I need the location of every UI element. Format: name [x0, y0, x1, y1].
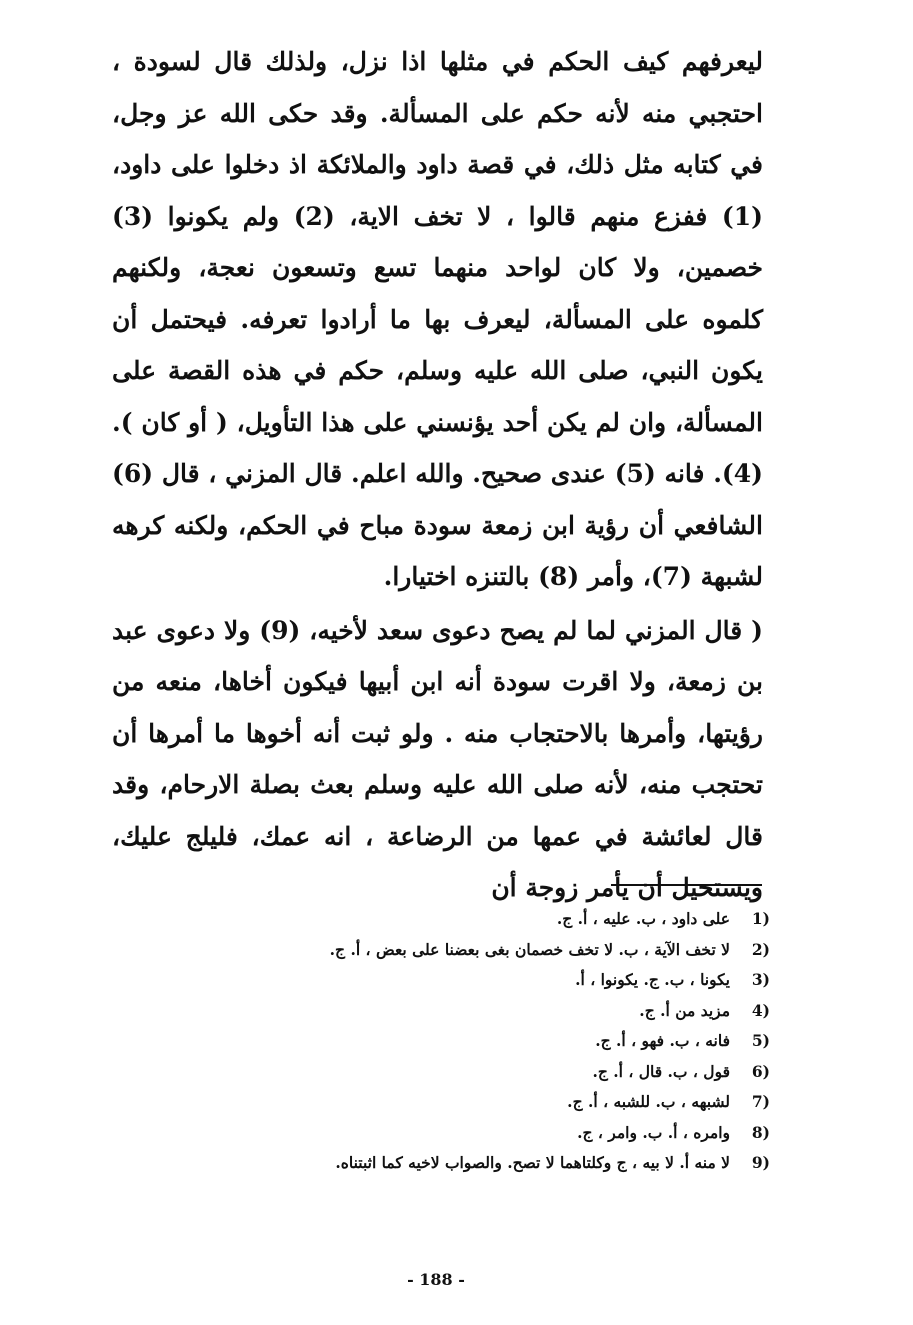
footnote [230, 904, 770, 935]
footnotes [230, 904, 770, 1179]
footnote-text: وامره ، أ. ب. وامر ، ج. [577, 1122, 730, 1142]
footnote [230, 1087, 770, 1118]
footnote [230, 965, 770, 996]
footnote-text: مزيد من أ. ج. [639, 1000, 730, 1020]
footnote-number: 6) [751, 1061, 770, 1081]
footnote-text: فانه ، ب. فهو ، أ. ج. [595, 1031, 730, 1050]
footnote-text: لشبهه ، ب. للشبه ، أ. ج. [567, 1092, 730, 1111]
footnote-number: 1) [751, 909, 770, 928]
footnote [230, 996, 770, 1027]
footnote [230, 1148, 770, 1179]
footnote-text: يكونا ، ب. ج. يكونوا ، أ. [575, 970, 730, 989]
footnote-separator [611, 884, 762, 886]
footnote [230, 1026, 770, 1057]
footnote [230, 1118, 770, 1149]
footnote-number: 5) [751, 1031, 770, 1050]
paragraph: ليعرفهم كيف الحكم في مثلها اذا نزل، ولذلك قال لسودة ، احتجبي منه لأنه حكم على المسألة. وقد حكى الله عز وجل، في كتابه مثل ذلك، في قصة داود والملائكة اذ دخلوا على داود، (1) ففزع منهم قالوا ، لا تخف الاية، (2) ولم يكونوا (3) خصمين، ولا كان لواحد منهما تسع وتسعون نعجة، ولكنهم كلموه على المسألة، ليعرف بها ما أرادوا تعرفه. فيحتمل أن يكون النبي، صلى الله عليه وسلم، حكم في هذه القصة على المسألة، وان لم يكن أحد يؤنسني على هذا التأويل، ( أو كان ). (4). فانه (5) عندى صحيح. والله اعلم. قال المزني ، قال (6) الشافعي أن رؤية ابن زمعة سودة مباح في الحكم، ولكنه كرهه لشبهة (7)، وأمر (8) بالتنزه اختيارا. [112, 47, 764, 591]
footnote-text: قول ، ب. قال ، أ. ج. [592, 1061, 730, 1081]
footnote-number: 7) [751, 1092, 770, 1111]
footnote [230, 1057, 770, 1088]
footnote-number: 3) [751, 970, 770, 989]
footnote [230, 935, 770, 966]
footnote-text: لا تخف الآية ، ب. لا تخف خصمان بغى بعضنا على بعض ، أ. ج. [329, 939, 730, 959]
footnote-number: 8) [751, 1122, 770, 1142]
footnote-number: 9) [751, 1153, 770, 1172]
footnote-number: 2) [751, 939, 770, 959]
page-number: - 188 - [407, 1270, 465, 1289]
footnote-number: 4) [751, 1000, 770, 1020]
footnote-text: على داود ، ب. عليه ، أ. ج. [556, 909, 730, 928]
main-text [112, 36, 763, 914]
paragraph: ( قال المزني لما لم يصح دعوى سعد لأخيه، (9) ولا دعوى عبد بن زمعة، ولا اقرت سودة أنه ابن أبيها فيكون أخاها، منعه من رؤيتها، وأمرها بالاحتجاب منه . ولو ثبت أنه أخوها ما أمرها أن تحتجب منه، لأنه صلى الله عليه وسلم بعث بصلة الارحام، وقد قال لعائشة في عمها من الرضاعة ، انه عمك، فليلج عليك، ويستحيل أن يأمر زوجة أن [112, 615, 763, 902]
footnote-text: لا منه أ. لا بيه ، ج وكلتاهما لا تصح. والصواب لاخيه كما اثبتناه. [335, 1153, 730, 1172]
